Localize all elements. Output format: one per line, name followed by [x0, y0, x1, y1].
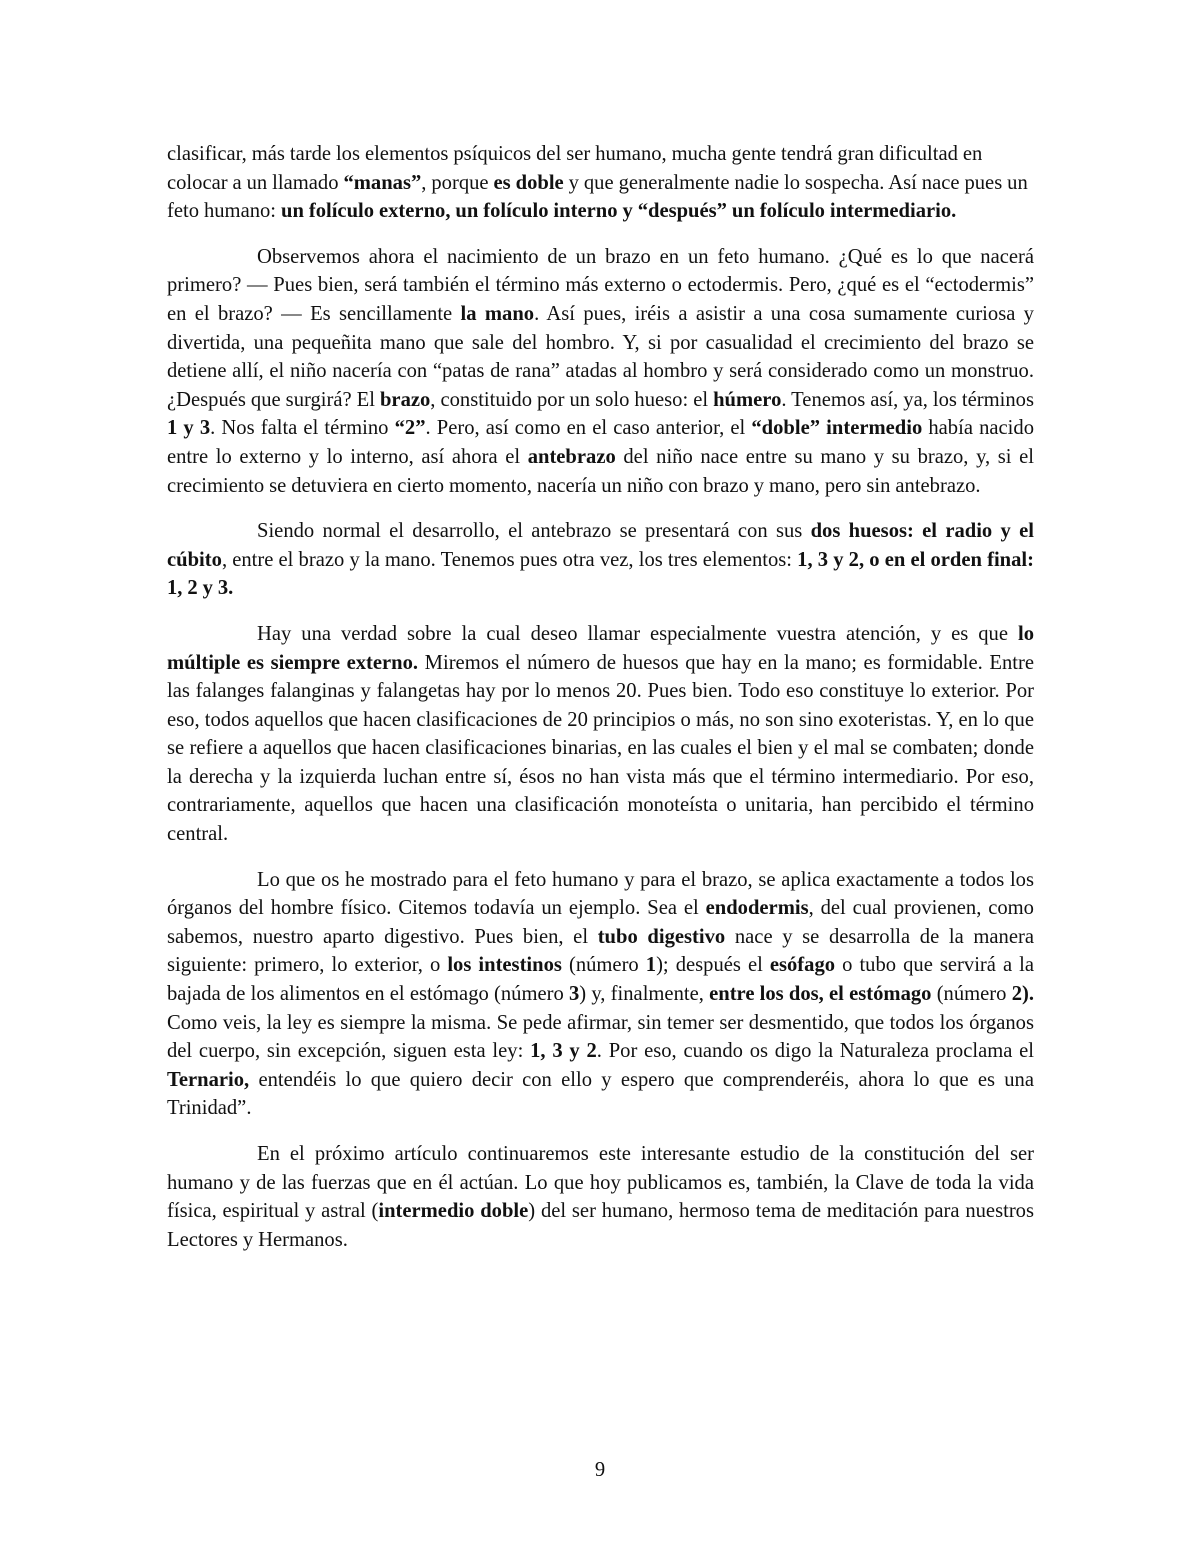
- text-run: y que generalmente nadie lo sospecha. Así nace pues un feto humano:: [167, 171, 1028, 223]
- page-number: 9: [594, 1459, 606, 1481]
- paragraph: [167, 1140, 1034, 1254]
- text-run: , constituido por un solo hueso: el: [430, 388, 714, 411]
- bold-text: los intestinos: [447, 954, 562, 977]
- bold-text: 1: [645, 954, 657, 977]
- bold-text: esófago: [769, 954, 836, 977]
- bold-text: es doble: [493, 171, 564, 194]
- text-run: o tubo que servirá a la bajada de los alimentos en el estómago (número: [167, 954, 1034, 1006]
- text-run: . Pero, así como en el caso anterior, el: [425, 417, 752, 440]
- bold-text: “2”: [394, 417, 426, 440]
- bold-text: tubo digestivo: [597, 925, 726, 948]
- bold-text: lo múltiple es siempre externo.: [167, 622, 1034, 674]
- text-run: . Tenemos así, ya, los términos: [781, 388, 1034, 411]
- text-run: (número: [931, 983, 1012, 1006]
- text-run: . Así pues, iréis a asistir a una cosa sumamente curiosa y divertida, una pequeñita mano que sale del hombro. Y, si por casualidad el crecimiento del brazo se detiene allí, el niño nacería con “patas de rana” atadas al hombro y será considerado como un monstruo. ¿Después que surgirá? El: [167, 302, 1034, 411]
- bold-text: 3: [568, 983, 580, 1006]
- text-run: , porque: [421, 171, 494, 194]
- text-run: , del cual provienen, como sabemos, nuestro aparto digestivo. Pues bien, el: [167, 897, 1034, 948]
- bold-text: antebrazo: [527, 445, 616, 468]
- text-run: clasificar, más tarde los elementos psíquicos del ser humano, mucha gente tendrá gran dificultad en colocar a un llamado: [167, 143, 983, 194]
- text-run: ); después el: [656, 954, 770, 977]
- text-run: Miremos el número de huesos que hay en la mano; es formidable. Entre las falanges falanginas y falangetas hay por lo menos 20. Pues bien. Todo eso constituye lo exterior. Por eso, todos aquellos que hacen clasificaciones de 20 principios o más, no son sino exoteristas. Y, en lo que se refiere a aquellos que hacen clasificaciones binarias, en las cuales el bien y el mal se combaten; donde la derecha y la izquierda luchan entre sí, ésos no han vista más que el término intermediario. Por eso, contrariamente, aquellos que hacen una clasificación monoteísta o unitaria, han percibido el término central.: [167, 651, 1035, 846]
- bold-text: 1 y 3: [167, 417, 211, 440]
- text-run: ) y, finalmente,: [579, 983, 710, 1006]
- text-run: nace y se desarrolla de la manera siguiente: primero, lo exterior, o: [167, 925, 1034, 977]
- text-run: había nacido entre lo externo y lo interno, así ahora el: [167, 417, 1034, 468]
- paragraph: [167, 620, 1034, 849]
- bold-text: endodermis: [705, 897, 809, 920]
- text-run: En el próximo artículo continuaremos este interesante estudio de la constitución del ser humano y de las fuerzas que en él actúan. Lo que hoy publicamos es, también, la Clave de toda la vida física, espiritual y astral (: [167, 1143, 1034, 1223]
- bold-text: la mano: [460, 302, 535, 325]
- text-run: Observemos ahora el nacimiento de un brazo en un feto humano. ¿Qué es lo que nacerá primero? — Pues bien, será también el término más externo o ectodermis. Pero, ¿qué es el “ectodermis” en el brazo? — Es sencillamente: [167, 245, 1034, 325]
- paragraph: [167, 866, 1034, 1123]
- paragraph: [167, 140, 1034, 226]
- paragraph: [167, 243, 1034, 500]
- bold-text: dos huesos: el radio y el cúbito: [167, 520, 1034, 571]
- bold-text: “manas”: [343, 171, 422, 194]
- text-run: . Por eso, cuando os digo la Naturaleza proclama el: [596, 1040, 1035, 1063]
- bold-text: Ternario,: [167, 1068, 250, 1091]
- paragraph: [167, 517, 1034, 603]
- bold-text: 1, 3 y 2, o en el orden final: 1, 2 y 3.: [167, 548, 1035, 600]
- text-run: entendéis lo que quiero decir con ello y espero que comprenderéis, ahora lo que es una Trinidad”.: [167, 1068, 1034, 1120]
- document-body: [167, 140, 1034, 1271]
- text-run: . Nos falta el término: [210, 417, 395, 440]
- text-run: , entre el brazo y la mano. Tenemos pues otra vez, los tres elementos:: [221, 548, 798, 571]
- text-run: Lo que os he mostrado para el feto humano y para el brazo, se aplica exactamente a todos los órganos del hombre físico. Citemos todavía un ejemplo. Sea el: [167, 868, 1034, 920]
- bold-text: un folículo externo, un folículo interno y “después” un folículo intermediario.: [280, 200, 957, 223]
- bold-text: 2).: [1011, 983, 1034, 1006]
- bold-text: brazo: [379, 388, 431, 411]
- text-run: ) del ser humano, hermoso tema de meditación para nuestros Lectores y Hermanos.: [167, 1200, 1034, 1251]
- text-run: Como veis, la ley es siempre la misma. Se pede afirmar, sin temer ser desmentido, que todos los órganos del cuerpo, sin excepción, siguen esta ley:: [167, 1011, 1034, 1063]
- bold-text: entre los dos, el estómago: [709, 983, 932, 1006]
- text-run: Hay una verdad sobre la cual deseo llamar especialmente vuestra atención, y es que: [257, 622, 1018, 645]
- bold-text: intermedio doble: [378, 1200, 529, 1223]
- text-run: (número: [561, 954, 646, 977]
- bold-text: húmero: [713, 388, 782, 411]
- bold-text: “doble” intermedio: [751, 417, 923, 440]
- bold-text: 1, 3 y 2: [530, 1040, 597, 1063]
- text-run: Siendo normal el desarrollo, el antebrazo se presentará con sus: [257, 520, 811, 543]
- text-run: del niño nace entre su mano y su brazo, y, si el crecimiento se detuviera en cierto momento, nacería un niño con brazo y mano, pero sin antebrazo.: [167, 445, 1034, 497]
